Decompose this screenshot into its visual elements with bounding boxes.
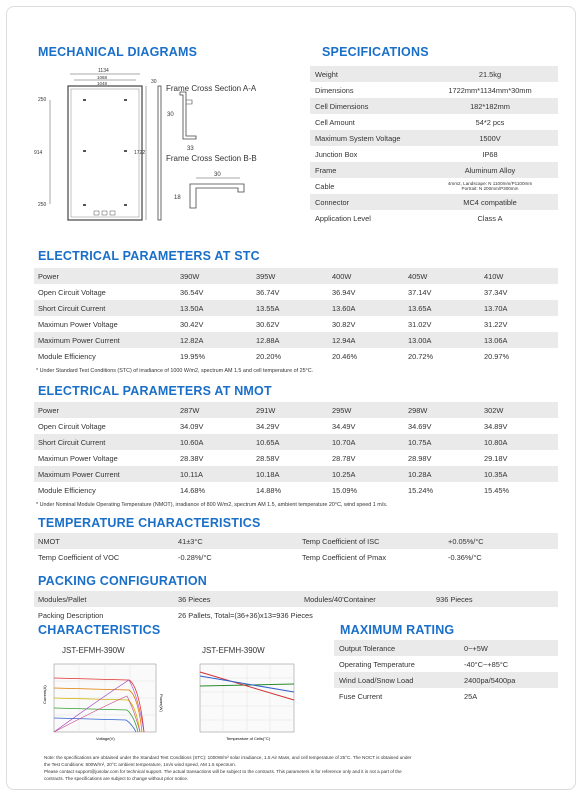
max-rating-table (334, 640, 558, 704)
nmot-note: * Under Nominal Module Operating Temperature (NMOT), irradiance of 800 W/m2, spectrum AM 1.5, ambient temperature 20°C, wind speed 1 m/s. (36, 502, 388, 508)
specifications-table (310, 66, 558, 226)
table-row: Packing Description 26 Pallets, Total=(36+36)x13=936 Pieces (38, 610, 313, 620)
table-row: Operating Temperature -40°C~+85°C (339, 659, 509, 669)
table-row: Fuse Current 25A (339, 691, 478, 701)
mechanical-heading: MECHANICAL DIAGRAMS (38, 45, 198, 59)
temp-chart (180, 656, 310, 744)
max-rating-heading: MAXIMUM RATING (340, 623, 455, 637)
dim-left-top-label: 250 (38, 97, 47, 103)
stc-table (34, 268, 558, 364)
dim-inner-label: 1068 (97, 75, 108, 80)
table-row: Short Circuit Current 10.60A 10.65A 10.70A 10.75A 10.80A (34, 434, 558, 450)
table-row: Power 287W 291W 295W 298W 302W (34, 402, 558, 418)
table-row: Open Circuit Voltage 34.09V 34.29V 34.49V 34.69V 34.89V (38, 421, 508, 431)
packing-heading: PACKING CONFIGURATION (38, 574, 208, 588)
table-row: Wind Load/Snow Load 2400pa/5400pa (334, 672, 558, 688)
spec-row: Cell Dimensions 182*182mm (310, 98, 558, 114)
nmot-table (34, 402, 558, 498)
spec-row: Maximum System Voltage 1500V (310, 130, 558, 146)
dim-left-mid-label: 914 (34, 150, 43, 156)
dim-left-bottom-label: 250 (38, 202, 47, 208)
section-b-width-label: 30 (214, 172, 221, 178)
specifications-heading: SPECIFICATIONS (322, 45, 429, 59)
table-row: Output Tolerance 0~+5W (334, 640, 558, 656)
spec-row: Application Level Class A (315, 213, 503, 223)
iv-chart-title: JST-EFMH-390W (62, 646, 125, 655)
spec-row: Cable 4mm2, Landscape: N 1100mm/P1100mm Portrait: N 200mm/P300mm (315, 180, 533, 191)
spec-row: Junction Box IP68 (315, 149, 498, 159)
iv-xlabel: Voltage(V) (96, 736, 115, 741)
nmot-heading: ELECTRICAL PARAMETERS AT NMOT (38, 384, 272, 398)
iv-chart (34, 656, 170, 744)
packing-table (34, 591, 558, 623)
section-a-height-label: 30 (167, 112, 174, 118)
stc-note: * Under Standard Test Conditions (STC) of irradiance of 1000 W/m2, spectrum AM 1.5 and cell temperature of 25°C. (36, 368, 314, 374)
dim-inner2-label: 1048 (97, 81, 108, 86)
table-row: Open Circuit Voltage 36.54V 36.74V 36.94V 37.14V 37.34V (38, 287, 508, 297)
spec-row: Frame Aluminum Alloy (310, 162, 558, 178)
temperature-heading: TEMPERATURE CHARACTERISTICS (38, 516, 261, 530)
dim-height-label: 1722 (134, 150, 146, 156)
temperature-table (34, 533, 558, 565)
spec-row: Cell Amount 54*2 pcs (315, 117, 505, 127)
section-b-height-label: 18 (174, 195, 181, 201)
section-a-caption: Frame Cross Section A-A (166, 84, 257, 93)
temp-xlabel: Temperature of Cells(°C) (226, 736, 271, 741)
spec-row: Connector MC4 compatible (310, 194, 558, 210)
table-row: Temp Coefficient of VOC -0.28%/°C Temp Coefficient of Pmax -0.36%/°C (38, 552, 482, 562)
table-row: Module Efficiency 14.68% 14.88% 15.09% 15.24% 15.45% (38, 485, 510, 495)
section-b-caption: Frame Cross Section B-B (166, 154, 257, 163)
section-a-width-label: 33 (187, 146, 194, 152)
spec-row: Dimensions 1722mm*1134mm*30mm (315, 85, 532, 95)
table-row: Power 390W 395W 400W 405W 410W (34, 268, 558, 284)
dim-width-label: 1134 (98, 68, 109, 74)
table-row: Maximum Power Current 12.82A 12.88A 12.94A 13.00A 13.06A (34, 332, 558, 348)
table-row: NMOT 41±3°C Temp Coefficient of ISC +0.05%/°C (34, 533, 558, 549)
iv-y2label: Power(W) (159, 694, 164, 712)
table-row: Maximun Power Voltage 28.38V 28.58V 28.78V 28.98V 29.18V (38, 453, 508, 463)
table-row: Modules/Pallet 36 Pieces Modules/40'Container 936 Pieces (34, 591, 558, 607)
table-row: Maximun Power Voltage 30.42V 30.62V 30.82V 31.02V 31.22V (38, 319, 508, 329)
stc-heading: ELECTRICAL PARAMETERS AT STC (38, 249, 260, 263)
characteristics-heading: CHARACTERISTICS (38, 623, 161, 637)
iv-ylabel: Current(A) (42, 685, 47, 704)
table-row: Maximum Power Current 10.11A 10.18A 10.25A 10.28A 10.35A (34, 466, 558, 482)
spec-row: Weight 21.5kg (310, 66, 558, 82)
dim-depth-label: 30 (151, 79, 157, 85)
table-row: Short Circuit Current 13.50A 13.55A 13.60A 13.65A 13.70A (34, 300, 558, 316)
temp-chart-title: JST-EFMH-390W (202, 646, 265, 655)
table-row: Module Efficiency 19.95% 20.20% 20.46% 20.72% 20.97% (38, 351, 510, 361)
footnote: Note: the specifications are obtained under the Standard Test Conditions (STC): 1000W/m² solar irradiance, 1.5 Air Mass, and cell temperature of 25°C. The NOCT is obtained under the Test Conditions: 800W/m², 20°C ambient temperature, 1m/s wind speed, AM 1.5 spectrum. Please contact support@jusolar.com for technical support. The actual transactions will be subject to the contracts. This parameters is for reference only and it is not a part of the contracts. The specifications are subject to change without prior notice. (44, 755, 412, 781)
